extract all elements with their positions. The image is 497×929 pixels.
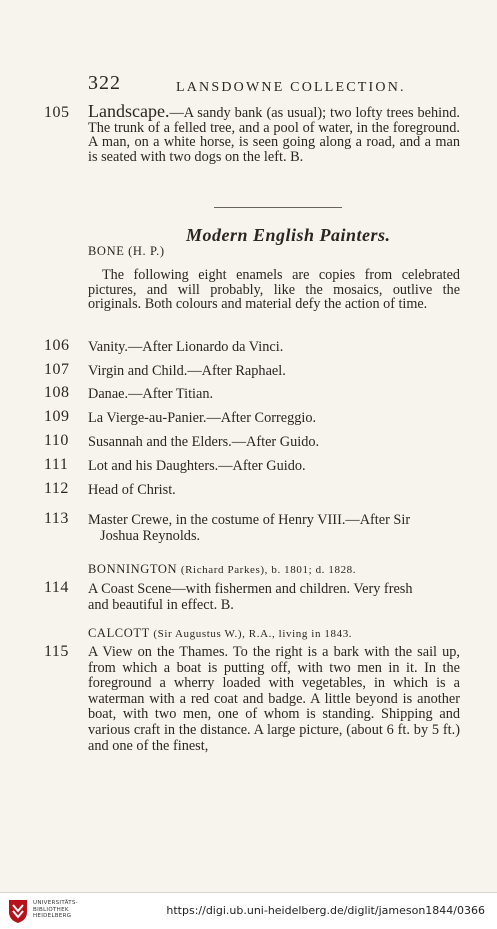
entry-113-line-2: Joshua Reynolds. [100, 528, 201, 544]
entry-number: 106 [44, 337, 70, 354]
entry-title: Lot and his Daughters.—After Guido. [88, 458, 306, 474]
entry-number-114: 114 [44, 579, 69, 596]
entry-114-line-2: and beautiful in effect. B. [88, 597, 234, 613]
artist-calcott [88, 626, 352, 641]
entry-number: 111 [44, 456, 69, 473]
entry-105-text [88, 101, 460, 165]
entry-number: 110 [44, 432, 69, 449]
section-intro: The following eight enamels are copies from celebrated pictures, and will probably, like the mosaics, outlive the originals. Both colours and material defy the action of time. [88, 267, 460, 312]
library-name [33, 900, 78, 920]
artist-bonington-details: (Richard Parkes), b. 1801; d. 1828. [180, 564, 357, 576]
entry-number-115: 115 [44, 643, 69, 660]
artist-bonington [88, 562, 356, 577]
entry-number: 108 [44, 384, 70, 401]
section-heading: Modern English Painters. [186, 225, 391, 245]
viewer-footer [0, 892, 497, 929]
entry-number: 112 [44, 480, 69, 497]
entry-105-lead: Landscape. [88, 101, 170, 121]
entry-title: Virgin and Child.—After Raphael. [88, 363, 286, 379]
entry-title: La Vierge-au-Panier.—After Correggio. [88, 410, 317, 426]
entry-number: 107 [44, 361, 70, 378]
entry-114-line-1: A Coast Scene—with fishermen and children. Very fresh [88, 581, 413, 597]
permalink-url[interactable]: https://digi.ub.uni-heidelberg.de/diglit/jameson1844/0366 [166, 904, 485, 917]
entry-number-105: 105 [44, 104, 70, 121]
entry-115-text: A View on the Thames. To the right is a bark with the sail up, from which a boat is putting off, with two men in it. In the foreground a wherry loaded with vegetables, in which is a waterman with a red coat and badge. A little beyond is another boat, with two men, one of whom is standing. Shipping and various craft in the distance. A large picture, (about 6 ft. by 5 ft.) and one of the finest, [88, 644, 460, 754]
entry-title: Vanity.—After Lionardo da Vinci. [88, 339, 284, 355]
library-name-line-2: BIBLIOTHEK [33, 906, 69, 913]
entry-113-line-1: Master Crewe, in the costume of Henry VIII.—After Sir [88, 512, 411, 528]
entry-number: 109 [44, 408, 70, 425]
entry-title: Head of Christ. [88, 482, 176, 498]
running-head: LANSDOWNE COLLECTION. [176, 80, 406, 95]
artist-bonington-name: BONNINGTON [88, 562, 178, 576]
artist-bone: BONE (H. P.) [88, 244, 165, 258]
entry-105-body: —A sandy bank (as usual); two lofty trees behind. The trunk of a felled tree, and a pool of water, in the foreground. A man, on a white horse, is seen going along a road, and a man is seated with two dogs on the left. B. [88, 105, 460, 165]
entry-number-113: 113 [44, 510, 69, 527]
entry-title: Susannah and the Elders.—After Guido. [88, 434, 320, 450]
library-name-line-1: UNIVERSITÄTS- [33, 900, 78, 906]
section-divider [214, 207, 342, 208]
university-library-logo [6, 898, 30, 924]
page-number: 322 [88, 72, 121, 94]
artist-calcott-name: CALCOTT [88, 626, 150, 640]
entry-title: Danae.—After Titian. [88, 386, 214, 402]
library-name-line-3: HEIDELBERG [33, 913, 72, 919]
artist-calcott-details: (Sir Augustus W.), R.A., living in 1843. [153, 628, 353, 640]
